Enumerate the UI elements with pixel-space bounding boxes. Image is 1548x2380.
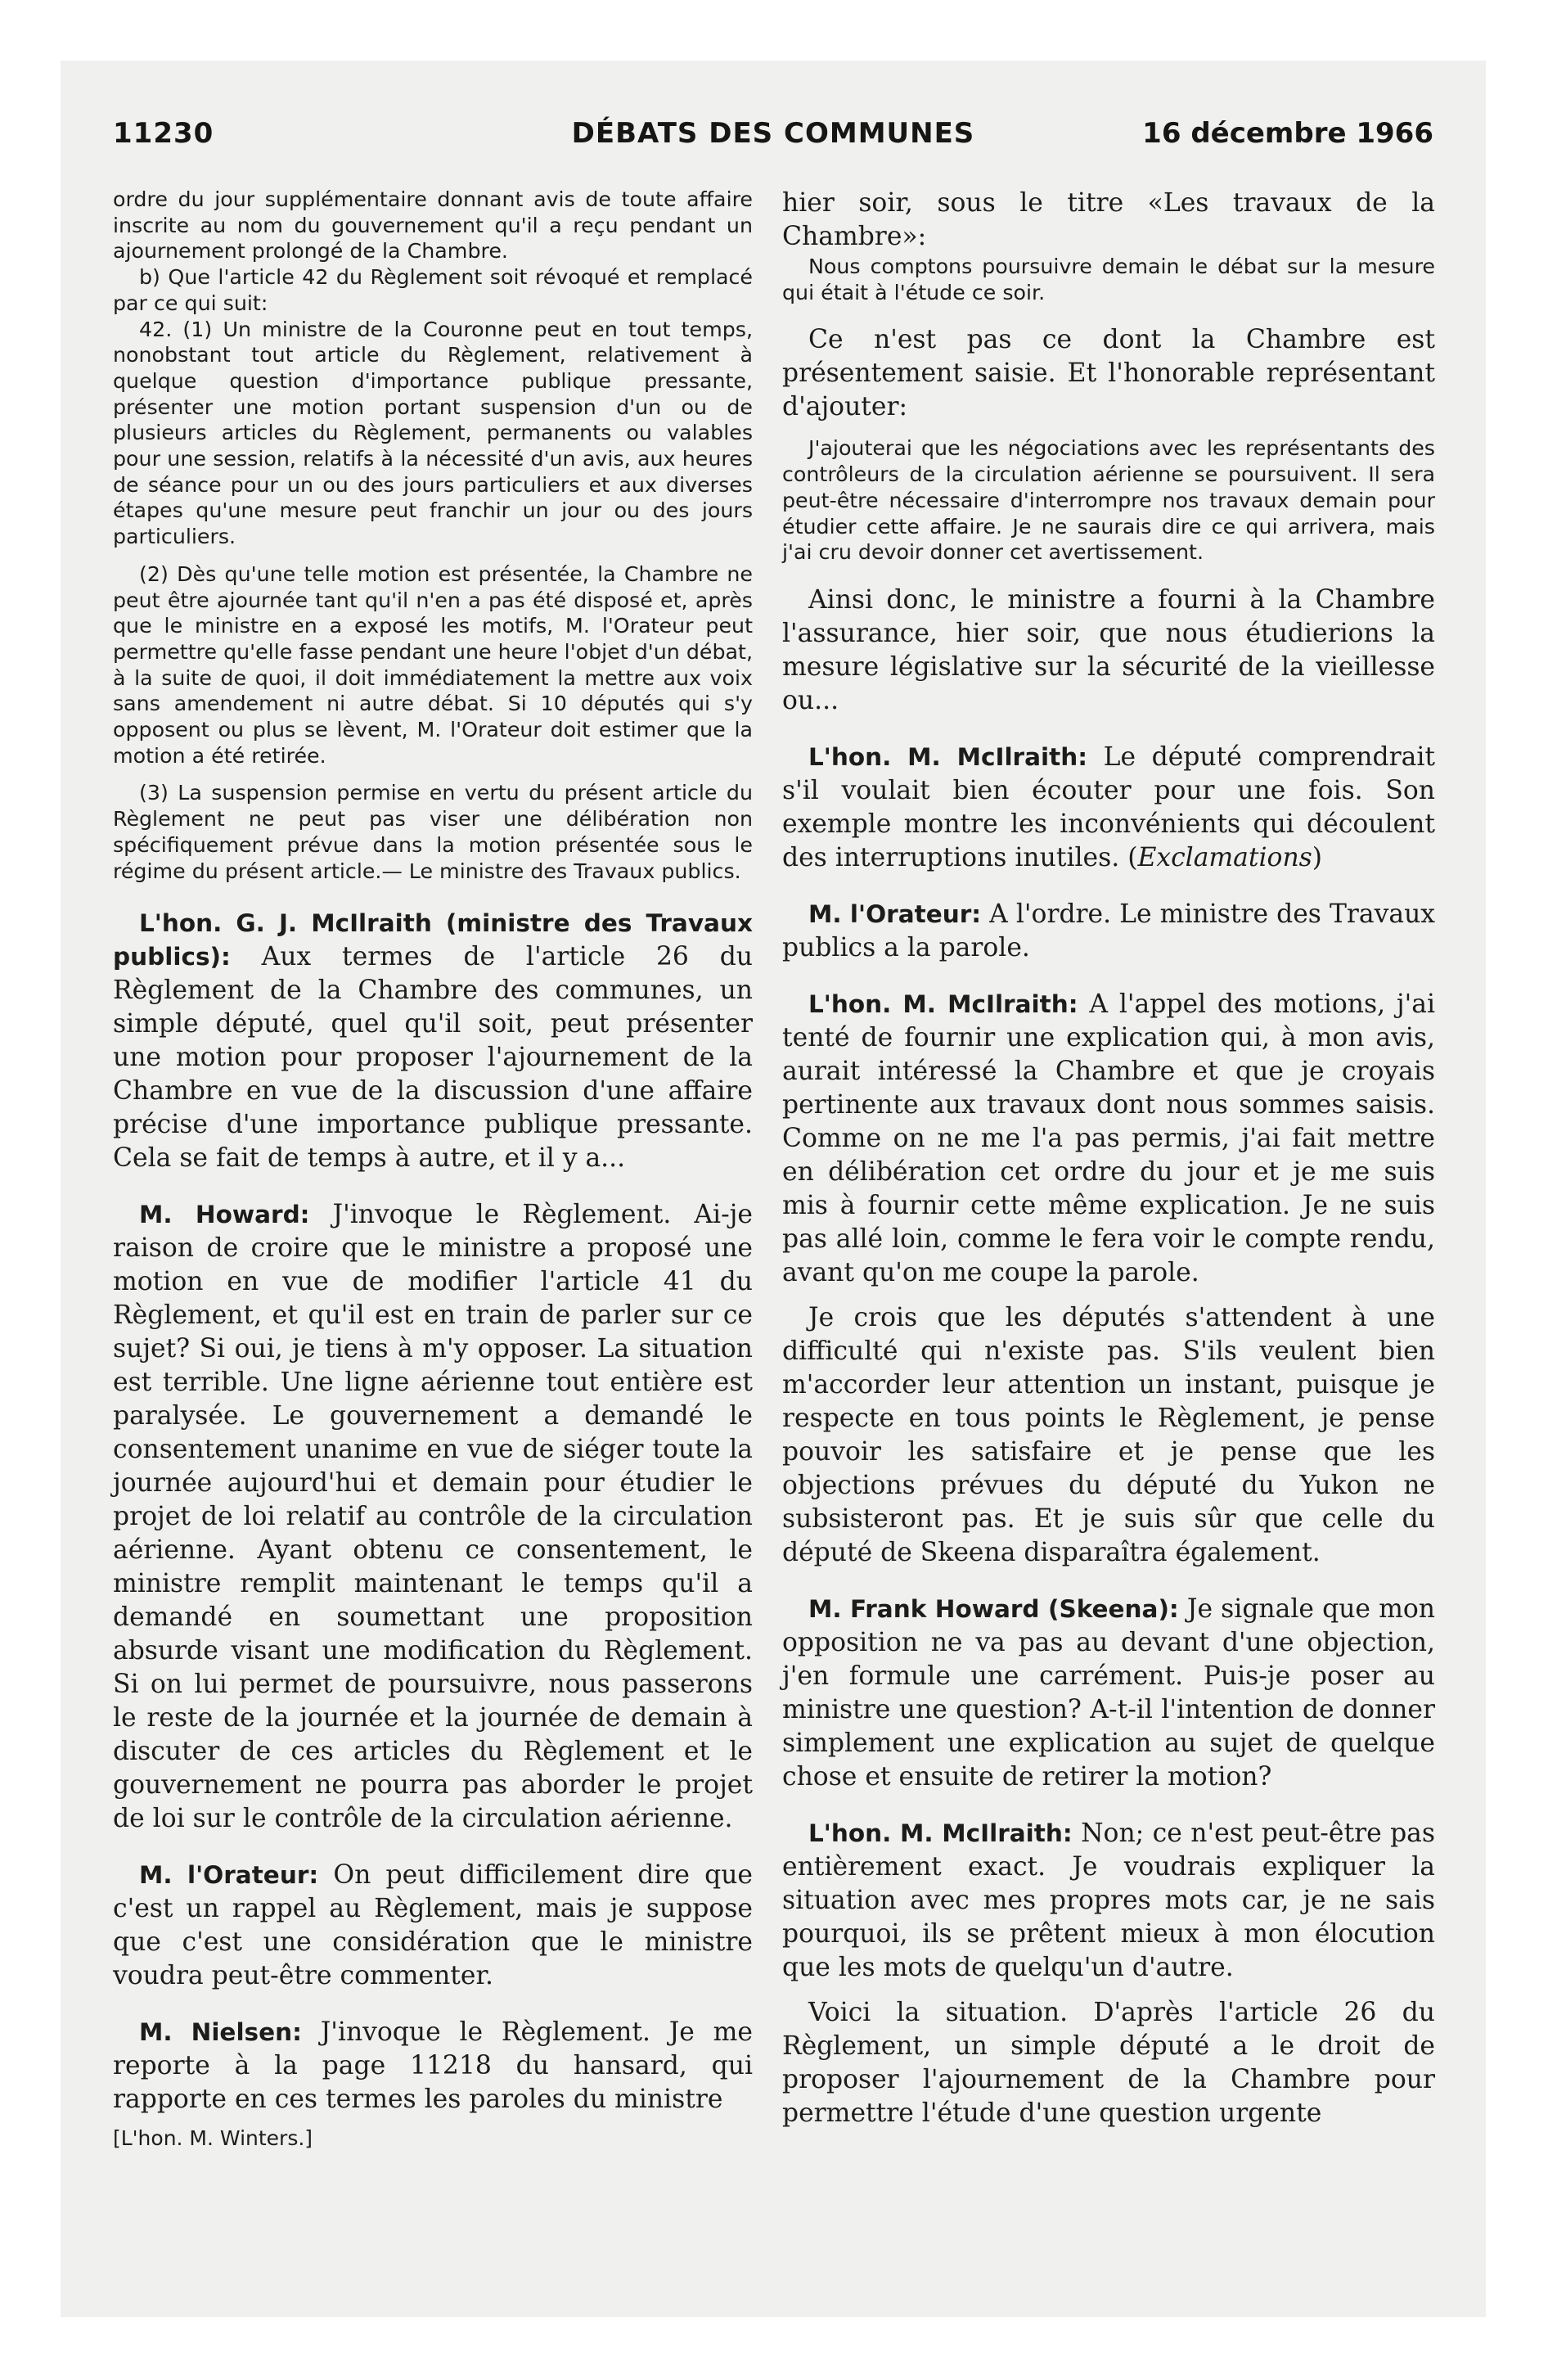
speech (113, 1198, 753, 1836)
page-number: 11230 (113, 117, 214, 150)
speech-text: On peut difficilement dire que c'est un rappel au Règlement, mais je suppose que c'est une considération que le ministre voudra peut-être commenter. (113, 1860, 754, 1991)
standing-order-clause: (3) La suspension permise en vertu du présent article du Règlement ne peut pas viser une délibération non spécifiquement prévue dans la motion présentée sous le régime du présent article.— Le ministre des Travaux publics. (113, 781, 753, 883)
speech-text: Le député comprendrait s'il voulait bien écouter pour une fois. Son exemple montre les inconvénients qui découlent des interruptions inutiles. ( (782, 741, 1435, 872)
speaker-name: M. Frank Howard (Skeena): (808, 1594, 1179, 1623)
speech-text: J'invoque le Règlement. Ai-je raison de croire que le ministre a proposé une motion en vue de modifier l'article 41 du Règlement, et qu'il est en train de parler sur ce sujet? Si oui, je tiens à m'y opposer. La situation est terrible. Une ligne aérienne tout entière est paralysée. Le gouvernement a demandé le consentement unanime en vue de siéger toute la journée aujourd'hui et demain pour étudier le projet de loi relatif au contrôle de la circulation aérienne. Ayant obtenu ce consentement, le ministre remplit maintenant le temps qu'il a demandé en soumettant une proposition absurde visant une modification du Règlement. Si on lui permet de poursuivre, nous passerons le reste de la journée et la journée de demain à discuter de ces articles du Règlement et le gouvernement ne pourra pas aborder le projet de loi sur le contrôle de la circulation aérienne. (113, 1200, 753, 1834)
sitting-date: 16 décembre 1966 (1142, 117, 1433, 150)
speech (782, 1593, 1435, 1794)
speech-text: Ainsi donc, le ministre a fourni à la Chambre l'assurance, hier soir, que nous étudierions la mesure législative sur la sécurité de la vieillesse ou... (782, 584, 1435, 715)
motion-paragraph: b) Que l'article 42 du Règlement soit révoqué et remplacé par ce qui suit: (113, 265, 753, 315)
speaker-name: L'hon. M. McIlraith: (808, 1819, 1073, 1847)
speaker-name: L'hon. M. McIlraith: (808, 742, 1088, 771)
speech-text: Non; ce n'est peut-être pas entièrement exact. Je voudrais expliquer la situation avec mes propres mots car, je ne sais pourquoi, ils se prêtent mieux à mon élocution que les mots de quelqu'un d'autre. (782, 1818, 1435, 1982)
speaker-name: M. l'Orateur: (808, 899, 982, 928)
left-column (113, 187, 753, 2151)
speech (113, 1859, 753, 1993)
speech (782, 741, 1435, 875)
speech-text: J'invoque le Règlement. Je me reporte à la page 11218 du hansard, qui rapporte en ces termes les paroles du ministre (113, 2017, 753, 2115)
speech-text: ) (1312, 842, 1323, 872)
speaker-name: L'hon. G. J. McIlraith (ministre des Travaux publics): (113, 909, 753, 971)
standing-order-clause: (2) Dès qu'une telle motion est présentée, la Chambre ne peut être ajournée tant qu'il n'en a pas été disposé et, après que le ministre en a exposé les motifs, M. l'Orateur peut permettre qu'elle fasse pendant une heure l'objet d'un débat, à la suite de quoi, il doit immédiatement la mettre aux voix sans amendement ni autre débat. Si 10 députés qui s'y opposent ou plus se lèvent, M. l'Orateur doit estimer que la motion a été retirée. (113, 561, 753, 768)
speaker-name: L'hon. M. McIlraith: (808, 989, 1078, 1018)
speech-text: A l'ordre. Le ministre des Travaux publics a la parole. (782, 899, 1435, 962)
quotation: J'ajouterai que les négociations avec les représentants des contrôleurs de la circulation aérienne se poursuivent. Il sera peut-être nécessaire d'interrompre nos travaux demain pour étudier cette affaire. Je ne saurais dire ce qui arrivera, mais j'ai cru devoir donner cet avertissement. (782, 436, 1435, 565)
speech (113, 907, 753, 1175)
quotation: Nous comptons poursuivre demain le débat sur la mesure qui était à l'étude ce soir. (782, 255, 1435, 304)
speech (782, 898, 1435, 965)
publication-title: DÉBATS DES COMMUNES (571, 117, 975, 150)
speech-text: Ce n'est pas ce dont la Chambre est présentement saisie. Et l'honorable représentant d'ajouter: (782, 325, 1435, 422)
speech-text: Voici la situation. D'après l'article 26 du Règlement, un simple député a le droit de proposer l'ajournement de la Chambre pour permettre l'étude d'une question urgente (782, 1997, 1435, 2128)
standing-order-clause: 42. (1) Un ministre de la Couronne peut en tout temps, nonobstant tout article du Règlement, relativement à quelque question d'importance publique pressante, présenter une motion portant suspension d'un ou de plusieurs articles du Règlement, permanents ou valables pour une session, relatifs à la nécessité d'un avis, aux heures de séance pour un ou des jours particuliers et aux diverses étapes qu'une mesure peut franchir un jour ou des jours particuliers. (113, 317, 753, 549)
speech (113, 2016, 753, 2116)
speech-text: Je signale que mon opposition ne va pas au devant d'une objection, j'en formule une carrément. Puis-je poser au ministre une question? A-t-il l'intention de donner simplement une explication au sujet de quelque chose et ensuite de retirer la motion? (782, 1593, 1435, 1792)
speech-text: A l'appel des motions, j'ai tenté de fournir une explication qui, à mon avis, aurait intéressé la Chambre et que je croyais pertinente aux travaux dont nous sommes saisis. Comme on ne me l'a pas permis, j'ai fait mettre en délibération cet ordre du jour et je me suis mis à fournir cette même explication. Je ne suis pas allé loin, comme le fera voir le compte rendu, avant qu'on me coupe la parole. (782, 989, 1435, 1287)
speech (782, 1817, 1435, 1985)
motion-paragraph: ordre du jour supplémentaire donnant avis de toute affaire inscrite au nom du gouvernement qu'il a reçu pendant un ajournement prolongé de la Chambre. (113, 187, 753, 264)
speaker-name: M. Nielsen: (139, 2018, 302, 2047)
column-signature: [L'hon. M. Winters.] (113, 2126, 313, 2151)
speech (782, 988, 1435, 1290)
right-column (782, 187, 1435, 2130)
speech-text: Je crois que les députés s'attendent à une difficulté qui n'existe pas. S'ils veulent bien m'accorder leur attention un instant, puisque je respecte en tous points le Règlement, je pense pouvoir les satisfaire et je pense que les objections prévues du député du Yukon ne subsisteront pas. Et je suis sûr que celle du député de Skeena disparaîtra également. (782, 1302, 1435, 1567)
speech-continuation: hier soir, sous le titre «Les travaux de la Chambre»: (782, 188, 1435, 251)
running-header (113, 117, 1433, 158)
speaker-name: M. Howard: (139, 1201, 310, 1229)
stage-direction: Exclamations (1137, 842, 1312, 872)
speaker-name: M. l'Orateur: (139, 1861, 319, 1890)
speech-text: Aux termes de l'article 26 du Règlement de la Chambre des communes, un simple député, quel qu'il soit, peut présenter une motion pour proposer l'ajournement de la Chambre en vue de la discussion d'une affaire précise d'une importance publique pressante. Cela se fait de temps à autre, et il y a... (113, 942, 754, 1174)
